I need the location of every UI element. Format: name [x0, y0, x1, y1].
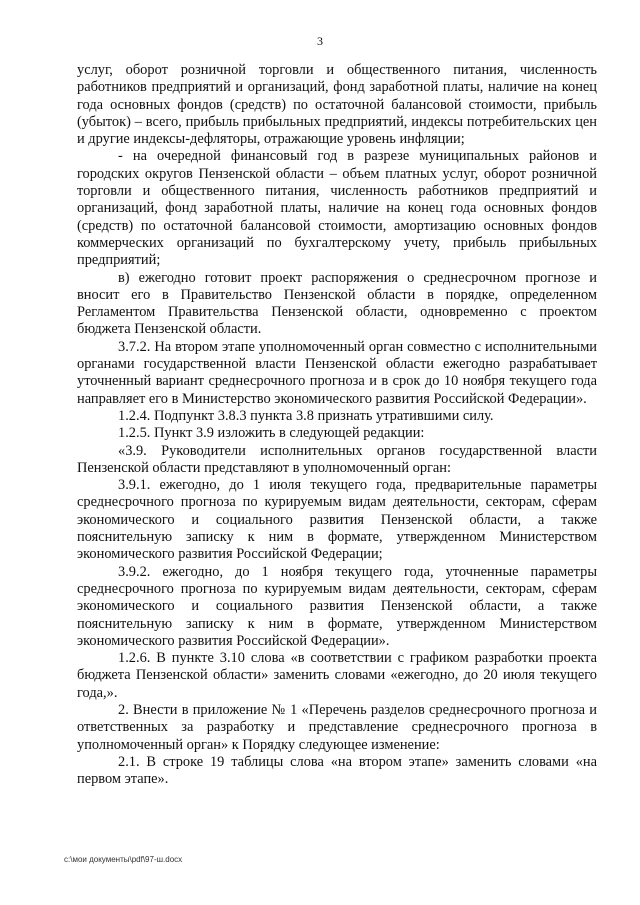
paragraph: 1.2.5. Пункт 3.9 изложить в следующей редакции: — [118, 425, 425, 442]
page-number: 3 — [317, 34, 323, 48]
paragraph: в) ежегодно готовит проект распоряжения о среднесрочном прогнозе и вносит его в Правительство Пензенской области в порядке, определенном Регламентом Правительства Пензенской области, одновременно с проектом бюджета Пензенской области. — [77, 269, 597, 338]
paragraph: 3.9.1. ежегодно, до 1 июля текущего года, предварительные параметры среднесрочного прогноза по курируемым видам деятельности, секторам, сферам экономического и социального развития Пензенской области, а также пояснительную записку к ним в формате, утвержденном Министерством экономического развития Российской Федерации; — [77, 477, 597, 563]
paragraph: 2. Внести в приложение № 1 «Перечень разделов среднесрочного прогноза и ответственных за разработку и представление среднесрочного прогноза в уполномоченный орган» к Порядку следующее изменение: — [77, 701, 597, 753]
paragraph: «3.9. Руководители исполнительных органов государственной власти Пензенской области представляют в уполномоченный орган: — [77, 442, 597, 476]
paragraph: 2.1. В строке 19 таблицы слова «на втором этапе» заменить словами «на первом этапе». — [77, 753, 597, 788]
paragraph: 3.7.2. На втором этапе уполномоченный орган совместно с исполнительными органами государственной власти Пензенской области ежегодно разрабатывает уточненный вариант среднесрочного прогноза и в срок до 10 ноября текущего года направляет его в Министерство экономического развития Российской Федерации». — [77, 338, 597, 407]
paragraph: 1.2.6. В пункте 3.10 слова «в соответствии с графиком разработки проекта бюджета Пензенской области» заменить словами «ежегодно, до 20 июля текущего года,». — [77, 650, 597, 701]
paragraph: 3.9.2. ежегодно, до 1 ноября текущего года, уточненные параметры среднесрочного прогноза по курируемым видам деятельности, секторам, сферам экономического и социального развития Пензенской области, а также пояснительную записку к ним в формате, утвержденном Министерством экономического развития Российской Федерации». — [77, 563, 597, 649]
paragraph: - на очередной финансовый год в разрезе муниципальных районов и городских округов Пензенской области – объем платных услуг, оборот розничной торговли и общественного питания, численность работников предприятий и организаций, фонд заработной платы, наличие на конец года основных фондов (средств) по остаточной балансовой стоимости, амортизацию основных фондов коммерческих организаций по бухгалтерскому учету, прибыль прибыльных предприятий; — [77, 148, 597, 269]
paragraph: услуг, оборот розничной торговли и общественного питания, численность работников предприятий и организаций, фонд заработной платы, наличие на конец года основных фондов (средств) по остаточной балансовой стоимости, прибыль (убыток) – всего, прибыль прибыльных предприятий, индексы потребительских цен и другие индексы-дефляторы, отражающие уровень инфляции; — [77, 62, 597, 148]
file-path-footer: c:\мои документы\pdf\97-ш.docx — [64, 855, 183, 864]
document-body — [77, 62, 597, 788]
paragraph: 1.2.4. Подпункт 3.8.3 пункта 3.8 признать утратившими силу. — [118, 407, 494, 424]
